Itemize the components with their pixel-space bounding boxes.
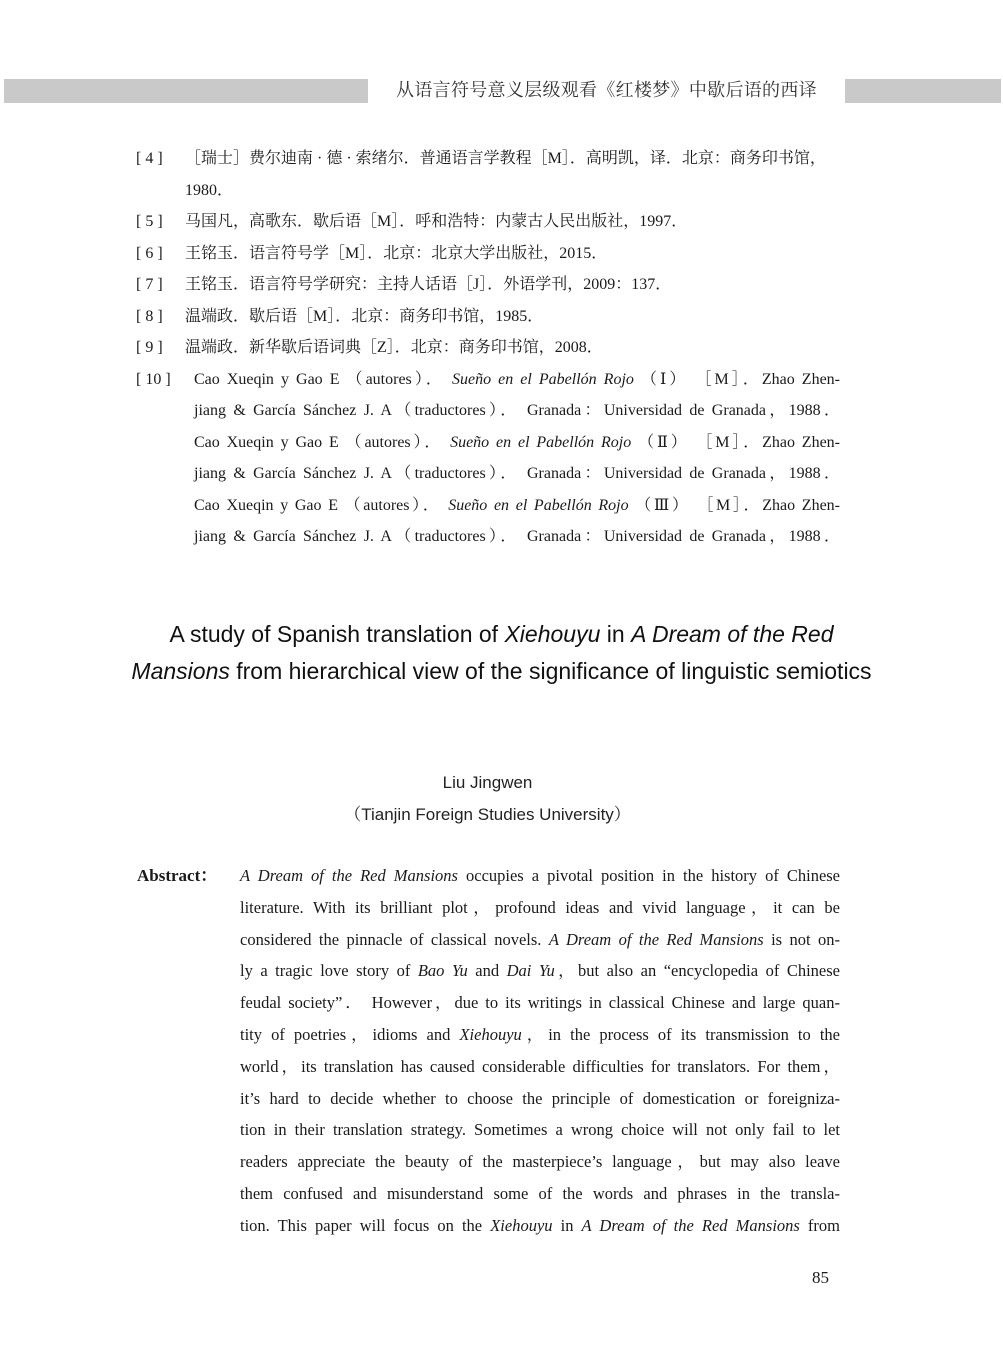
abstract-text: considered the pinnacle of classical novels. (240, 929, 549, 949)
entry-line2: jiang & García Sánchez J. A（traductores）． Granada：Universidad de Granada，1988． (194, 402, 840, 419)
abstract-italic-text: A Dream of the Red Mansions (548, 929, 764, 949)
abstract-line (240, 1019, 840, 1051)
title-italic: Xiehouyu (504, 621, 601, 647)
reference-text: 马国凡，高歌东．歇后语［M］．呼和浩特：内蒙古人民出版社，1997． (185, 213, 688, 230)
title-italic: A Dream of the Red Mansions (131, 621, 834, 684)
abstract-text: ，in the process of its transmission to the (521, 1024, 840, 1044)
abstract-line (240, 1051, 840, 1083)
abstract-text: tity of poetries，idioms and (240, 1024, 460, 1044)
reference-number: [ 10 ] (136, 370, 171, 388)
header-bar-left (4, 79, 368, 103)
author-affiliation: （Tianjin Foreign Studies University） (344, 805, 631, 824)
title-text: A study of Spanish translation of (169, 621, 505, 647)
abstract-text: occupies a pivotal position in the history of Chinese (457, 866, 841, 885)
abstract-italic-text: Xiehouyu (490, 1215, 553, 1235)
page-number: 85 (812, 1268, 829, 1287)
abstract-text: literature. With its brilliant plot，profound ideas and vivid language，it can be (240, 897, 840, 917)
reference-text: 温端政．新华歇后语词典［Z］．北京：商务印书馆，2008． (185, 339, 603, 356)
reference-item (136, 143, 840, 206)
abstract-text: readers appreciate the beauty of the masterpiece’s language，but may also leave (240, 1152, 840, 1172)
entry-line2: jiang & García Sánchez J. A（traductores）． Granada：Universidad de Granada，1988． (194, 528, 840, 545)
abstract-line (240, 860, 840, 892)
abstract-text: tion. This paper will focus on the (240, 1215, 491, 1235)
abstract-body (240, 860, 840, 1242)
running-title: 从语言符号意义层级观看《红楼梦》中歇后语的西译 (396, 80, 817, 101)
paper-title (120, 616, 883, 690)
entry-authors: Cao Xueqin y Gao E （autores）． (194, 496, 442, 514)
reference-item (136, 332, 840, 364)
reference-list (136, 143, 840, 553)
abstract-line (240, 1178, 840, 1210)
abstract-text: world，its translation has caused considerable difficulties for translators. For them， (240, 1056, 840, 1076)
running-header (0, 79, 1003, 103)
abstract-line (240, 892, 840, 924)
reference-number: [ 6 ] (136, 244, 163, 262)
abstract-line (240, 1114, 840, 1146)
reference-number: [ 7 ] (136, 276, 163, 293)
abstract-italic-text: A Dream of the Red Mansions (581, 1215, 800, 1235)
reference-item (136, 238, 840, 270)
abstract-text: ly a tragic love story of (240, 961, 418, 981)
entry-volume: （Ⅱ） (638, 433, 690, 451)
abstract-line (240, 1210, 840, 1242)
abstract-text: ，but also an “encyclopedia of Chinese (554, 961, 840, 981)
entry-rest: ［M］．Zhao Zhen- (695, 370, 841, 388)
title-text: from hierarchical view of the significance of linguistic semiotics (229, 658, 872, 684)
entry-book-title: Sueño en el Pabellón Rojo (448, 496, 629, 514)
abstract-text: feudal society”． However，due to its writings in classical Chinese and large quan- (240, 993, 840, 1013)
reference-item (136, 301, 840, 333)
reference-number: [ 4 ] (136, 150, 163, 167)
abstract-text: and (467, 961, 507, 981)
abstract-text: it’s hard to decide whether to choose the principle of domestication or foreigniza- (240, 1088, 840, 1108)
entry-authors: Cao Xueqin y Gao E （autores）． (194, 370, 445, 388)
reference-entry (194, 364, 840, 427)
header-bar-right (845, 79, 1001, 103)
entry-rest: ［M］．Zhao Zhen- (696, 433, 841, 451)
title-text: in (600, 621, 632, 647)
entry-rest: ［M］．Zhao Zhen- (697, 496, 841, 514)
entry-volume: （Ⅰ） (640, 370, 689, 388)
abstract-line (240, 1146, 840, 1178)
reference-item (136, 269, 840, 301)
author-name: Liu Jingwen (442, 773, 533, 792)
abstract-italic-text: Bao Yu (417, 961, 468, 981)
abstract-line (240, 987, 840, 1019)
abstract-text: from (799, 1215, 840, 1235)
abstract-text: is not on- (763, 929, 840, 949)
reference-number: [ 8 ] (136, 307, 163, 325)
abstract-line (240, 924, 840, 956)
reference-text: 王铭玉．语言符号学［M］．北京：北京大学出版社，2015． (185, 244, 608, 262)
abstract-italic-text: Dai Yu (506, 961, 555, 981)
reference-entry (194, 490, 840, 553)
abstract-italic-text: A Dream of the Red Mansions (240, 866, 458, 885)
reference-text: 温端政．歇后语［M］．北京：商务印书馆，1985． (185, 307, 544, 325)
abstract-line (240, 955, 840, 987)
entry-book-title: Sueño en el Pabellón Rojo (450, 433, 632, 451)
abstract-text: tion in their translation strategy. Sometimes a wrong choice will not only fail to let (240, 1120, 840, 1140)
reference-entry (194, 427, 840, 490)
entry-volume: （Ⅲ） (635, 496, 691, 514)
abstract-label: Abstract： (137, 866, 218, 885)
reference-item-10 (136, 364, 840, 553)
abstract-text: in (552, 1215, 582, 1235)
author-block (0, 767, 975, 831)
reference-text: ［瑞士］费尔迪南 · 德 · 索绪尔．普通语言学教程［M］．高明凯，译．北京：商务印书馆，1980． (185, 150, 826, 199)
reference-number: [ 5 ] (136, 213, 163, 230)
reference-number: [ 9 ] (136, 339, 163, 356)
reference-text: 王铭玉．语言符号学研究：主持人话语［J］．外语学刊，2009：137． (185, 276, 672, 293)
entry-line2: jiang & García Sánchez J. A（traductores）． Granada：Universidad de Granada，1988． (194, 465, 840, 482)
reference-item (136, 206, 840, 238)
entry-book-title: Sueño en el Pabellón Rojo (451, 370, 634, 388)
abstract-line (240, 1083, 840, 1115)
abstract-text: them confused and misunderstand some of the words and phrases in the transla- (240, 1183, 840, 1203)
entry-authors: Cao Xueqin y Gao E （autores）． (194, 433, 444, 451)
abstract-italic-text: Xiehouyu (459, 1024, 522, 1044)
